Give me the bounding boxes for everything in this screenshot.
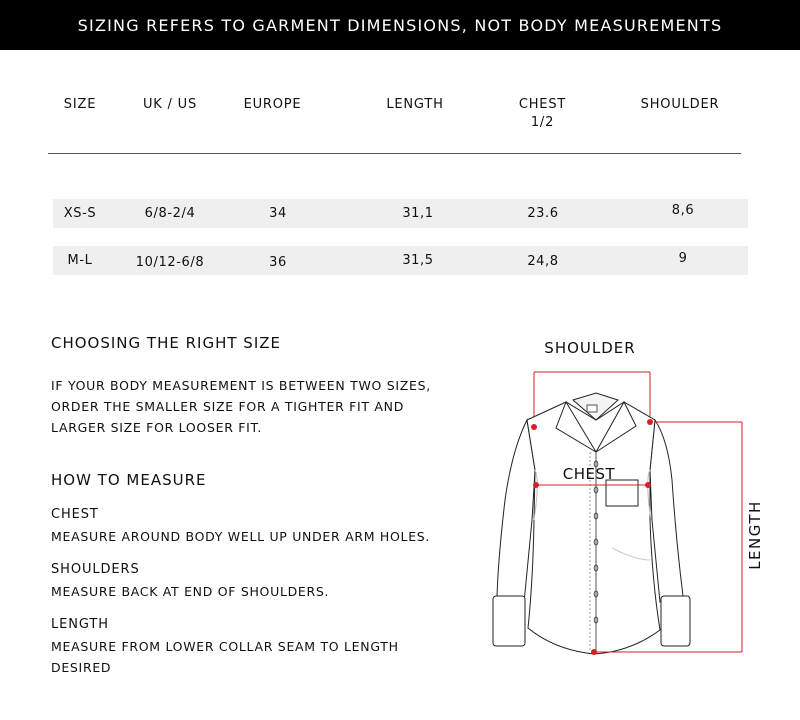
choosing-line: LARGER SIZE FOR LOOSER FIT. [51, 420, 263, 435]
shoulders-title: SHOULDERS [51, 562, 140, 577]
banner-text: SIZING REFERS TO GARMENT DIMENSIONS, NOT BODY MEASUREMENTS [77, 15, 723, 35]
cell-shoulder: 9 [678, 251, 688, 266]
shirt-measurement-diagram [480, 330, 780, 670]
cell-size: XS-S [63, 206, 97, 221]
header-size: SIZE [63, 97, 97, 112]
cell-shoulder: 8,6 [671, 203, 695, 218]
length-line: DESIRED [51, 660, 112, 675]
cell-chest: 24,8 [527, 254, 559, 269]
length-line: MEASURE FROM LOWER COLLAR SEAM TO LENGTH [51, 639, 399, 654]
table-divider [48, 153, 741, 154]
choosing-line: ORDER THE SMALLER SIZE FOR A TIGHTER FIT AND [51, 399, 405, 414]
diagram-length-label: LENGTH [746, 500, 764, 570]
how-to-measure-title: HOW TO MEASURE [51, 471, 207, 489]
header-chest-sub: 1/2 [530, 115, 555, 130]
cell-uk-us: 6/8-2/4 [144, 206, 196, 221]
top-banner [0, 0, 800, 50]
cell-europe: 34 [269, 206, 287, 221]
cell-length: 31,1 [402, 206, 434, 221]
size-table-header [0, 96, 800, 136]
header-shoulder: SHOULDER [640, 97, 720, 112]
table-row [53, 199, 748, 228]
cell-length: 31,5 [402, 253, 434, 268]
diagram-shoulder-label: SHOULDER [544, 339, 636, 357]
cell-uk-us: 10/12-6/8 [135, 255, 205, 270]
shirt-icon [493, 393, 690, 654]
shoulders-text: MEASURE BACK AT END OF SHOULDERS. [51, 584, 330, 599]
choosing-title: CHOOSING THE RIGHT SIZE [51, 334, 281, 352]
length-text [51, 636, 471, 678]
cell-size: M-L [67, 253, 93, 268]
table-row [53, 246, 748, 275]
chest-title: CHEST [51, 507, 99, 522]
header-chest [505, 96, 580, 132]
cell-chest: 23.6 [527, 206, 559, 221]
header-length: LENGTH [386, 97, 444, 112]
choosing-line: IF YOUR BODY MEASUREMENT IS BETWEEN TWO SIZES, [51, 378, 431, 393]
choosing-text [51, 375, 471, 438]
length-title: LENGTH [51, 617, 109, 632]
header-uk-us: UK / US [142, 97, 198, 112]
header-chest-label: CHEST [518, 97, 567, 112]
header-europe: EUROPE [243, 97, 302, 112]
cell-europe: 36 [269, 255, 287, 270]
diagram-chest-label: CHEST [562, 465, 616, 483]
chest-text: MEASURE AROUND BODY WELL UP UNDER ARM HOLES. [51, 529, 431, 544]
